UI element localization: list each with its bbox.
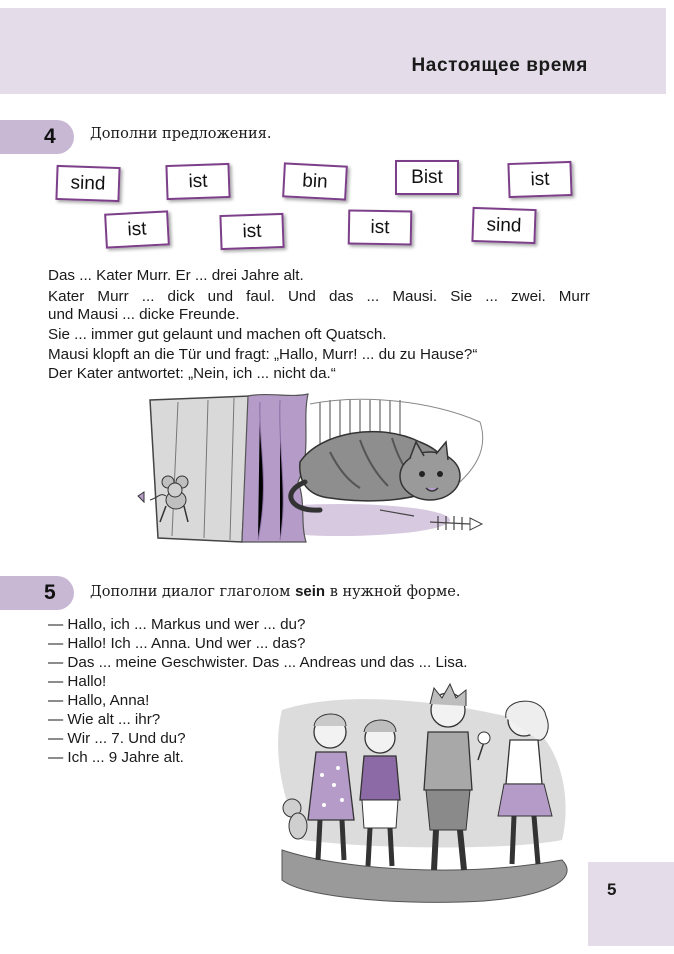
exercise-5-instruction <box>90 583 461 600</box>
dialog-line: — Hallo! <box>48 673 107 690</box>
page-number: 5 <box>607 880 617 899</box>
word-card: sind <box>471 207 536 244</box>
dialog-line: — Wie alt ... ihr? <box>48 711 161 728</box>
word-card: ist <box>104 210 170 248</box>
children-illustration <box>262 680 592 910</box>
exercise-4-number: 4 <box>44 125 56 148</box>
dialog-line: — Hallo, Anna! <box>48 692 150 709</box>
exercise-4-line: Der Kater antwortet: „Nein, ich ... nicht da.“ <box>48 365 336 382</box>
instruction-keyword: sein <box>295 583 326 600</box>
word-card: sind <box>55 165 120 202</box>
dialog-line: — Hallo! Ich ... Anna. Und wer ... das? <box>48 635 306 652</box>
exercise-4-line: Sie ... immer gut gelaunt und machen oft Quatsch. <box>48 326 387 343</box>
instruction-text: в нужной форме. <box>329 584 461 600</box>
dialog-line: — Das ... meine Geschwister. Das ... Andreas und das ... Lisa. <box>48 654 468 671</box>
exercise-5-number: 5 <box>44 581 56 604</box>
word-card: bin <box>282 162 348 200</box>
word-card: ist <box>219 213 284 250</box>
dialog-line: — Hallo, ich ... Markus und wer ... du? <box>48 616 306 633</box>
word-card: ist <box>348 209 413 245</box>
instruction-text: Дополни диалог глаголом <box>90 584 291 600</box>
header-band <box>0 8 666 94</box>
word-card: ist <box>507 161 572 198</box>
dialog-line: — Ich ... 9 Jahre alt. <box>48 749 184 766</box>
exercise-5-badge <box>0 576 74 610</box>
dialog-line: — Wir ... 7. Und du? <box>48 730 186 747</box>
exercise-4-line: Kater Murr ... dick und faul. Und das ... Mausi. Sie ... zwei. Murr <box>48 288 590 305</box>
page-number-box <box>588 862 674 946</box>
cat-mouse-illustration <box>130 392 510 552</box>
word-card: Bist <box>395 160 459 195</box>
exercise-4-badge <box>0 120 74 154</box>
exercise-4-line: Das ... Kater Murr. Er ... drei Jahre alt. <box>48 267 304 284</box>
exercise-4-instruction: Дополни предложения. <box>90 126 272 142</box>
exercise-4-line: und Mausi ... dicke Freunde. <box>48 306 240 323</box>
word-card: ist <box>165 163 230 200</box>
exercise-4-line: Mausi klopft an die Tür und fragt: „Hallo, Murr! ... du zu Hause?“ <box>48 346 478 363</box>
page-title: Настоящее время <box>411 55 588 76</box>
